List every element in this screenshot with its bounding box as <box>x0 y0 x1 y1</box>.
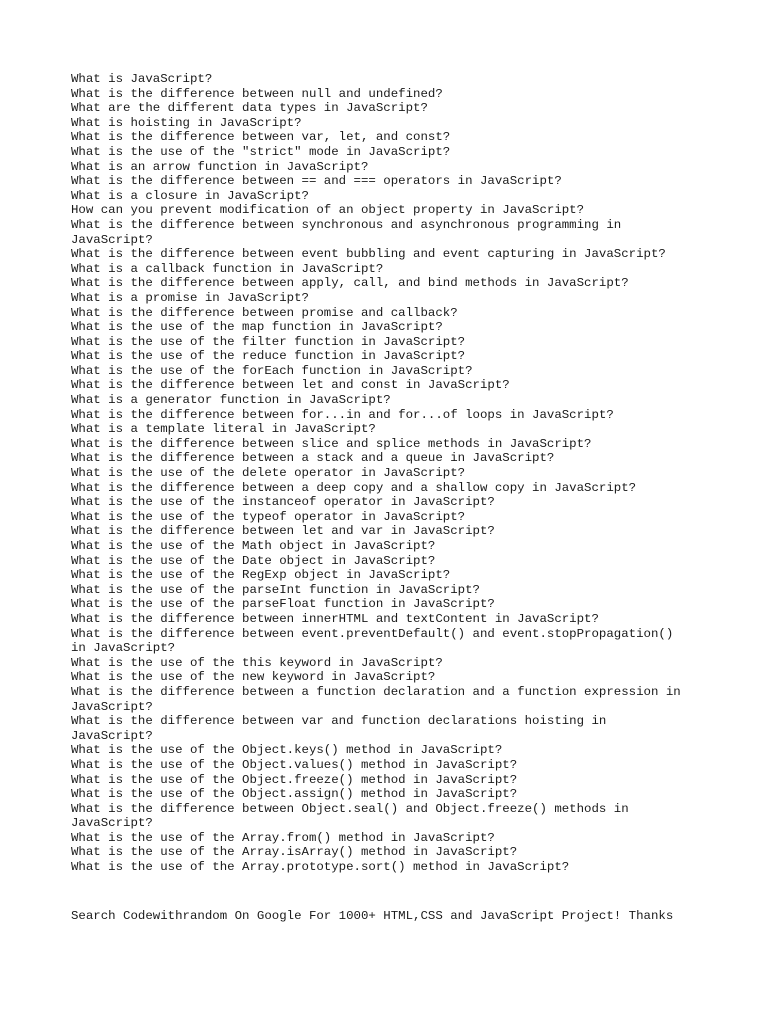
question-line: What is the use of the Array.from() method in JavaScript? <box>71 830 495 845</box>
question-line: What is the use of the forEach function in JavaScript? <box>71 363 473 378</box>
question-line: What is the use of the Object.values() method in JavaScript? <box>71 757 518 772</box>
question-line: What is a callback function in JavaScript? <box>71 261 384 276</box>
question-line: What is the difference between var and function declarations hoisting in <box>71 714 607 729</box>
question-line: What is the difference between promise and callback? <box>71 305 458 320</box>
question-line: What is a closure in JavaScript? <box>71 188 309 203</box>
question-line: What is the difference between for...in and for...of loops in JavaScript? <box>71 407 614 422</box>
question-line: What is the difference between Object.seal() and Object.freeze() methods in <box>71 801 629 816</box>
footer-text: Search Codewithrandom On Google For 1000+ HTML,CSS and JavaScript Project! Thanks <box>71 909 674 923</box>
question-line: JavaScript? <box>71 232 153 247</box>
question-line: JavaScript? <box>71 728 153 743</box>
question-line: What is the difference between apply, call, and bind methods in JavaScript? <box>71 276 629 291</box>
question-line: What is the use of the this keyword in JavaScript? <box>71 655 443 670</box>
question-line: What is the use of the delete operator in JavaScript? <box>71 466 466 481</box>
question-line: What is hoisting in JavaScript? <box>71 115 302 130</box>
question-line: What is the difference between var, let, and const? <box>71 130 451 145</box>
question-line: JavaScript? <box>71 699 153 714</box>
question-list <box>71 72 731 875</box>
question-line: What is the use of the reduce function in JavaScript? <box>71 349 466 364</box>
question-line: What is the use of the "strict" mode in JavaScript? <box>71 144 451 159</box>
question-line: What is the use of the Array.isArray() method in JavaScript? <box>71 845 518 860</box>
question-line: What is the difference between a function declaration and a function expression in <box>71 684 681 699</box>
question-line: What is an arrow function in JavaScript? <box>71 159 369 174</box>
question-line: What is the difference between null and undefined? <box>71 86 443 101</box>
question-line: What is the difference between let and const in JavaScript? <box>71 378 510 393</box>
question-line: What is the use of the parseInt function in JavaScript? <box>71 582 480 597</box>
question-line: What is the difference between == and === operators in JavaScript? <box>71 174 562 189</box>
question-line: What is the difference between let and var in JavaScript? <box>71 524 495 539</box>
question-line: What is the difference between slice and splice methods in JavaScript? <box>71 436 592 451</box>
question-line: What is the difference between innerHTML and textContent in JavaScript? <box>71 611 599 626</box>
question-line: What is the use of the parseFloat function in JavaScript? <box>71 597 495 612</box>
question-line: What is the use of the RegExp object in JavaScript? <box>71 568 451 583</box>
question-line: What is a template literal in JavaScript? <box>71 422 376 437</box>
question-line: What is the use of the Math object in JavaScript? <box>71 539 436 553</box>
question-line: What is the use of the Object.freeze() method in JavaScript? <box>71 772 518 787</box>
question-line: What is the use of the filter function in JavaScript? <box>71 334 466 349</box>
question-line: What is a generator function in JavaScript? <box>71 393 391 408</box>
question-line: What is JavaScript? <box>71 72 213 86</box>
question-line: What is the use of the instanceof operator in JavaScript? <box>71 495 495 510</box>
question-line: in JavaScript? <box>71 641 176 656</box>
question-line: What is the difference between a stack and a queue in JavaScript? <box>71 451 555 466</box>
question-line: What is the use of the Array.prototype.sort() method in JavaScript? <box>71 860 570 875</box>
question-line: What are the different data types in JavaScript? <box>71 101 428 116</box>
question-line: What is the use of the map function in JavaScript? <box>71 320 443 335</box>
question-line: What is the use of the typeof operator in JavaScript? <box>71 509 466 524</box>
question-line: What is the use of the Date object in JavaScript? <box>71 553 436 568</box>
question-line: What is the use of the Object.keys() method in JavaScript? <box>71 743 503 758</box>
question-line: JavaScript? <box>71 816 153 831</box>
question-line: What is the difference between event.preventDefault() and event.stopPropagation() <box>71 626 674 641</box>
question-line: What is the difference between synchronous and asynchronous programming in <box>71 217 622 232</box>
question-line: What is the difference between a deep copy and a shallow copy in JavaScript? <box>71 480 637 495</box>
question-line: What is the difference between event bubbling and event capturing in JavaScript? <box>71 247 666 262</box>
question-line: What is a promise in JavaScript? <box>71 290 309 305</box>
question-line: What is the use of the Object.assign() method in JavaScript? <box>71 787 518 802</box>
question-line: How can you prevent modification of an object property in JavaScript? <box>71 203 585 218</box>
question-line: What is the use of the new keyword in JavaScript? <box>71 670 436 685</box>
